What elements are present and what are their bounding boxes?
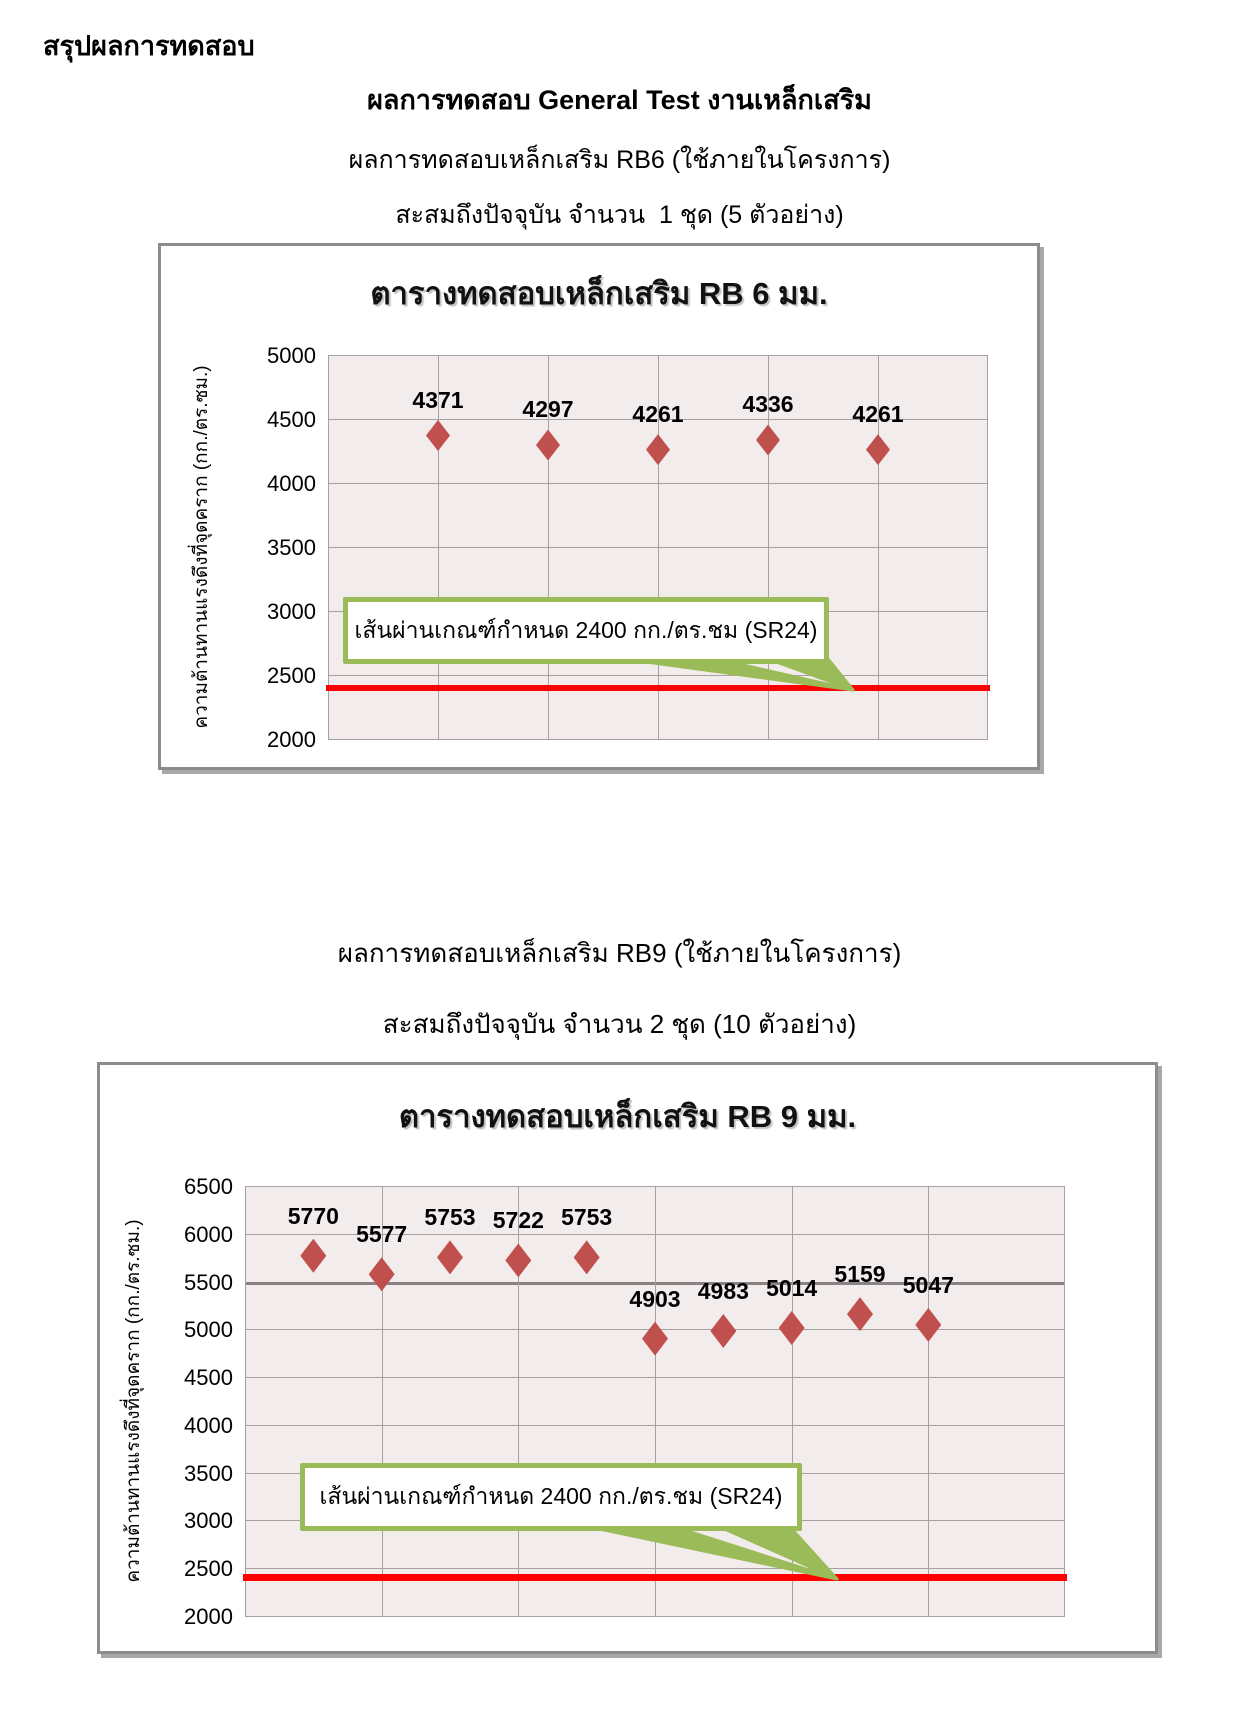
data-point-label: 4371 (412, 387, 464, 413)
y-tick-label: 5000 (267, 343, 316, 368)
gridline (328, 739, 988, 740)
y-tick-label: 6500 (184, 1174, 233, 1199)
y-tick-label: 3000 (184, 1508, 233, 1534)
data-point-label: 4261 (632, 401, 684, 428)
data-point-label: 4297 (522, 396, 574, 423)
data-point-label: 4261 (852, 401, 904, 428)
data-point-label: 5770 (287, 1202, 339, 1229)
chart-rb9-frame (97, 1062, 1158, 1654)
y-tick-label: 5000 (184, 1317, 233, 1343)
data-point-label: 5159 (834, 1261, 886, 1288)
section-rb6-accumulation: สะสมถึงปัจจุบัน จำนวน 1 ชุด (5 ตัวอย่าง) (395, 201, 844, 229)
gridline (792, 1186, 793, 1616)
data-point-label: 5047 (902, 1271, 954, 1298)
y-tick-label: 6000 (184, 1221, 233, 1247)
gridline (655, 1186, 656, 1616)
threshold-line (326, 685, 990, 691)
data-point-label: 4903 (629, 1285, 681, 1312)
report-title: ผลการทดสอบ General Test งานเหล็กเสริม (367, 85, 872, 115)
data-point-label: 4983 (697, 1277, 749, 1304)
y-tick-label: 4500 (184, 1365, 233, 1391)
data-point-label: 5722 (492, 1207, 544, 1234)
data-point-label: 5577 (356, 1221, 408, 1248)
plot-area (245, 1186, 1065, 1616)
y-tick-label: 4000 (184, 1412, 233, 1438)
gridline (928, 1186, 929, 1616)
y-tick-label: 5500 (184, 1269, 233, 1295)
y-tick-label: 4000 (267, 471, 316, 496)
y-axis-title: ความต้านทานแรงดึงที่จุดคราก (กก./ตร.ซม.) (123, 1219, 144, 1583)
section-rb6-subtitle: ผลการทดสอบเหล็กเสริม RB6 (ใช้ภายในโครงการ) (348, 146, 891, 174)
gridline (1064, 1186, 1065, 1616)
chart-rb6-title: ตารางทดสอบเหล็กเสริม RB 6 มม. (370, 276, 828, 311)
y-tick-label: 2000 (184, 1604, 233, 1629)
y-tick-label: 2500 (267, 663, 316, 688)
threshold-line (243, 1574, 1067, 1581)
data-point-label: 4336 (742, 391, 794, 418)
gridline (328, 355, 329, 739)
y-tick-label: 2500 (184, 1556, 233, 1582)
gridline (987, 355, 988, 739)
y-tick-label: 3500 (267, 535, 316, 560)
section-rb9-subtitle: ผลการทดสอบเหล็กเสริม RB9 (ใช้ภายในโครงการ) (337, 938, 902, 968)
gridline (245, 1616, 1065, 1617)
page-heading: สรุปผลการทดสอบ (43, 31, 255, 61)
gridline (245, 1186, 246, 1616)
y-tick-label: 4500 (267, 407, 316, 432)
gridline (382, 1186, 383, 1616)
threshold-callout: เส้นผ่านเกณฑ์กำหนด 2400 กก./ตร.ชม (SR24) (300, 1463, 802, 1531)
y-tick-label: 3500 (184, 1460, 233, 1486)
data-point-label: 5014 (766, 1274, 818, 1301)
data-point-label: 5753 (561, 1204, 613, 1231)
threshold-callout: เส้นผ่านเกณฑ์กำหนด 2400 กก./ตร.ชม (SR24) (343, 597, 829, 664)
y-tick-label: 2000 (267, 727, 316, 752)
y-tick-label: 3000 (267, 599, 316, 624)
chart-rb6-frame (158, 243, 1040, 770)
chart-rb9-title: ตารางทดสอบเหล็กเสริม RB 9 มม. (398, 1099, 857, 1134)
data-point-label: 5753 (424, 1204, 476, 1231)
section-rb9-accumulation: สะสมถึงปัจจุบัน จำนวน 2 ชุด (10 ตัวอย่าง) (382, 1009, 857, 1039)
y-axis-title: ความต้านทานแรงดึงที่จุดคราก (กก./ตร.ซม.) (191, 365, 212, 729)
